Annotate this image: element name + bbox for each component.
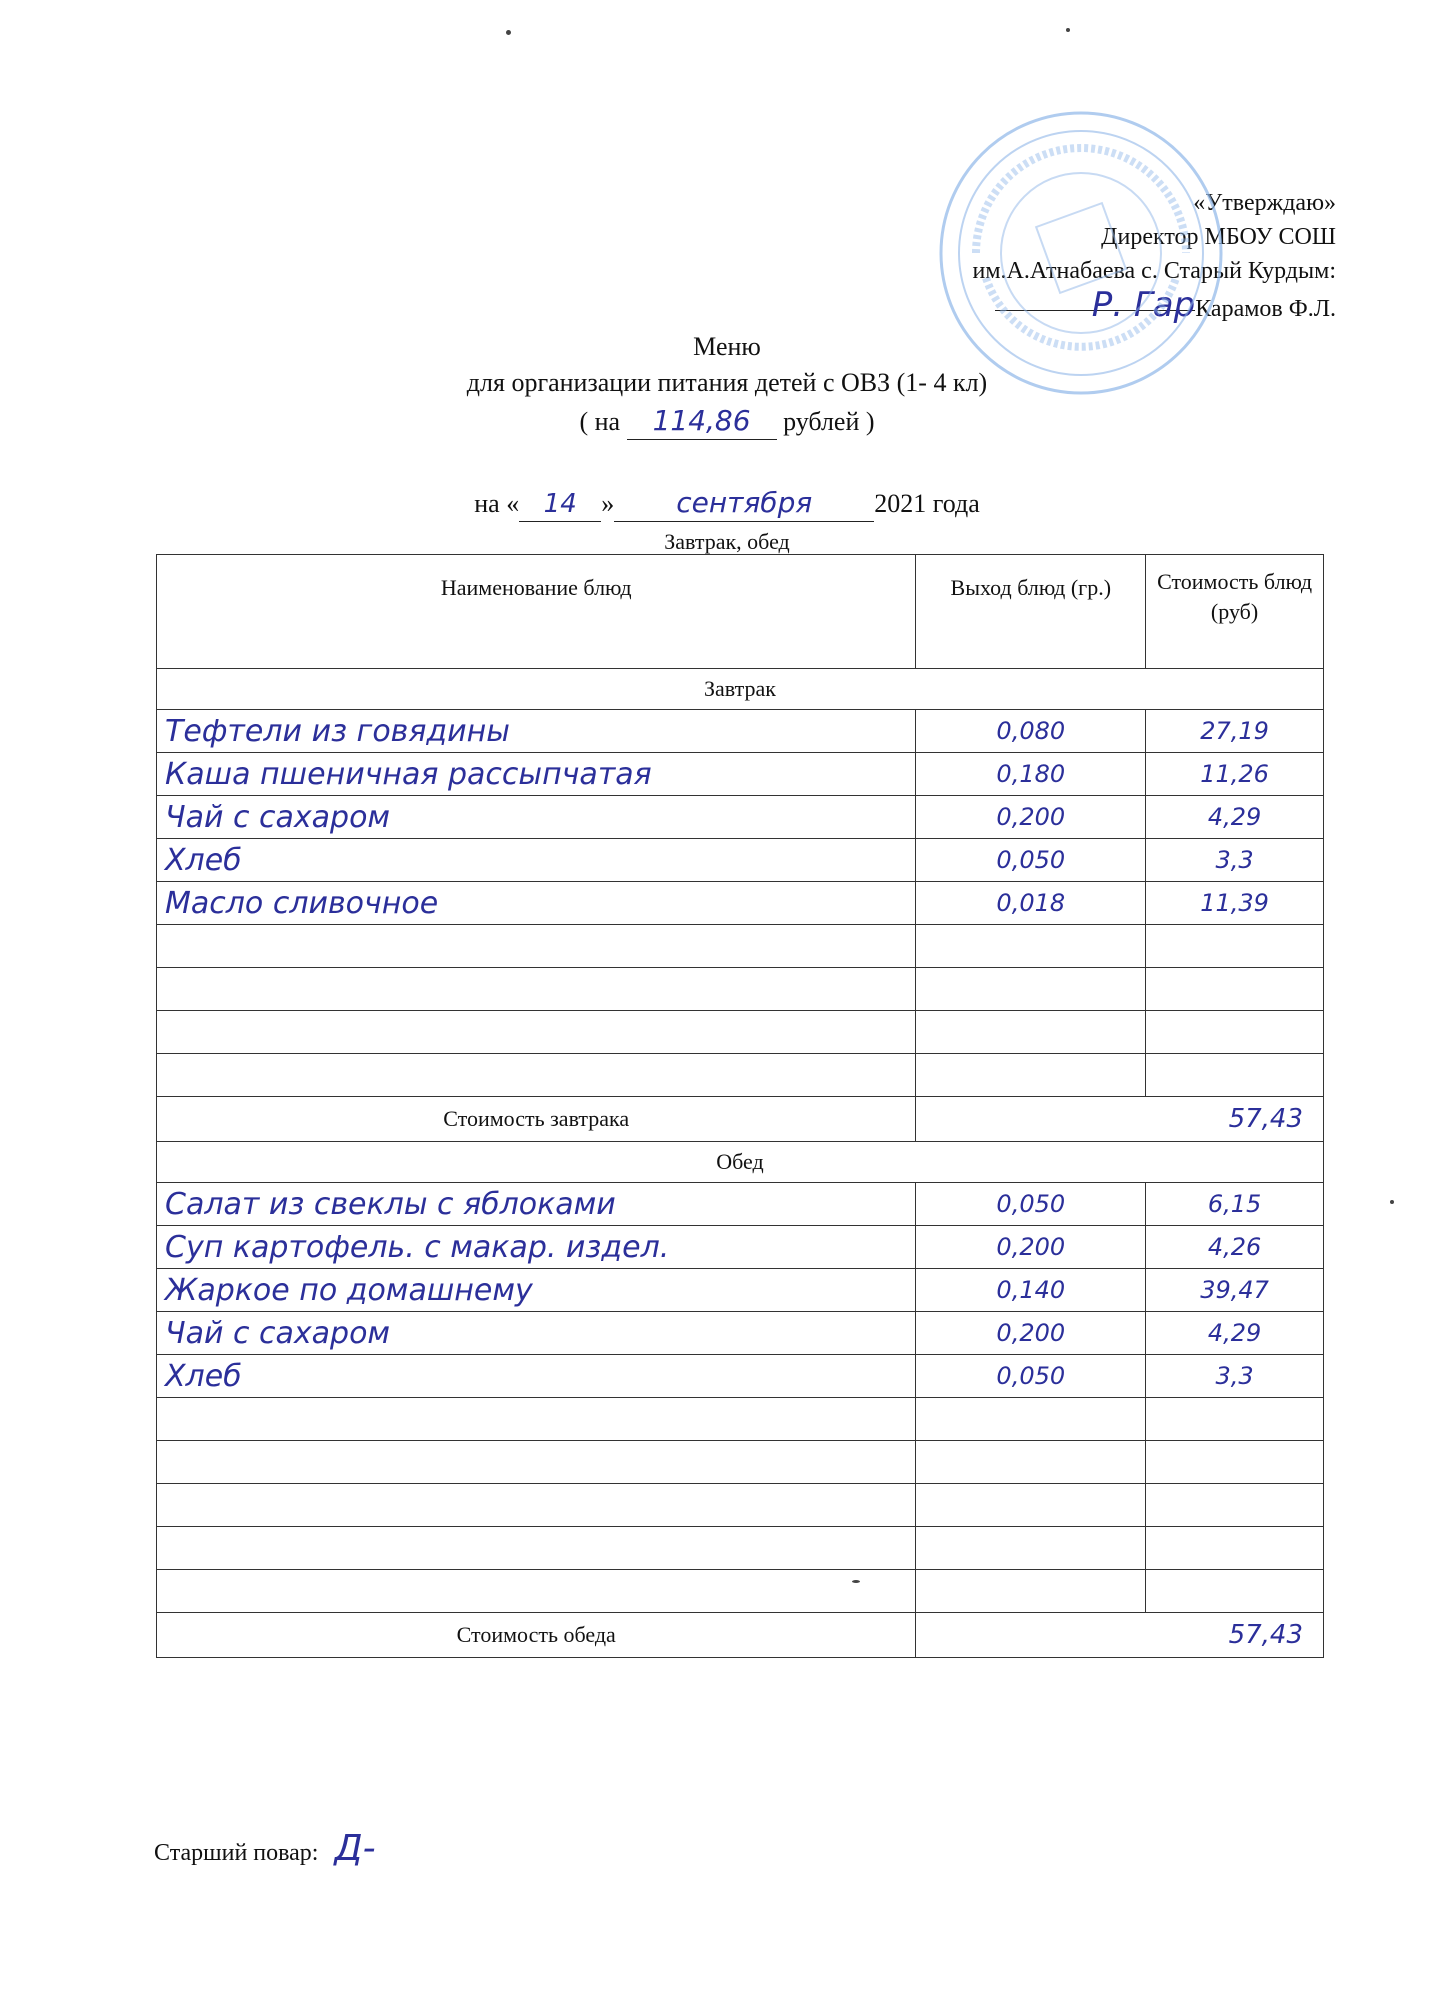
breakfast-section-label: Завтрак [157,669,1324,710]
cook-line [154,1828,376,1869]
dish-name: Тефтели из говядины [157,710,916,753]
dish-name: Хлеб [157,839,916,882]
dish-output: 0,200 [916,1226,1146,1269]
dish-cost: 4,29 [1146,796,1324,839]
dish-name: Чай с сахаром [157,1312,916,1355]
date-month-blank [614,486,874,522]
date-day-blank [519,487,601,522]
approval-title: «Утверждаю» [1193,190,1336,216]
price-value: 114,86 [652,404,751,437]
dish-cost: 6,15 [1146,1183,1324,1226]
dish-output: 0,050 [916,1355,1146,1398]
table-row [157,710,1324,753]
dish-cost: 3,3 [1146,1355,1324,1398]
lunch-total-label: Стоимость обеда [157,1613,916,1658]
dish-name: Жаркое по домашнему [157,1269,916,1312]
dish-name: Хлеб [157,1355,916,1398]
empty-row [157,1570,1324,1613]
scan-speck [1066,28,1070,32]
menu-title: Меню [693,332,761,361]
breakfast-total-row [157,1097,1324,1142]
director-name: Карамов Ф.Л. [1195,296,1336,322]
menu-subtitle: для организации питания детей с ОВЗ (1- 4 кл) [466,368,988,397]
dish-output: 0,200 [916,1312,1146,1355]
header-dish-name: Наименование блюд [157,555,916,669]
lunch-section-row [157,1142,1324,1183]
cook-signature: Д- [334,1828,376,1869]
dish-name: Каша пшеничная рассыпчатая [157,753,916,796]
empty-row [157,1054,1324,1097]
menu-table [156,554,1324,1658]
approval-position: Директор МБОУ СОШ [1101,224,1336,250]
table-row [157,1355,1324,1398]
lunch-section-label: Обед [157,1142,1324,1183]
table-row [157,1269,1324,1312]
price-suffix: рублей ) [783,407,875,436]
dish-output: 0,050 [916,839,1146,882]
date-month: сентября [676,486,813,519]
empty-row [157,925,1324,968]
breakfast-total-label: Стоимость завтрака [157,1097,916,1142]
dish-name: Чай с сахаром [157,796,916,839]
table-row [157,1312,1324,1355]
lunch-rows [157,1183,1324,1613]
header-cost: Стоимость блюд (руб) [1146,555,1324,669]
dish-cost: 4,29 [1146,1312,1324,1355]
dish-cost: 11,39 [1146,882,1324,925]
date-mid: » [601,489,615,518]
date-prefix: на « [474,489,520,518]
dish-cost: 11,26 [1146,753,1324,796]
breakfast-total-value: 57,43 [916,1097,1324,1142]
table-row [157,1226,1324,1269]
table-row [157,839,1324,882]
scan-speck [852,1580,860,1583]
director-signature: Р. Гар [1091,285,1196,325]
table-header-row [157,555,1324,669]
dish-output: 0,200 [916,796,1146,839]
price-blank [627,404,777,440]
cook-label: Старший повар: [154,1840,319,1866]
dish-cost: 3,3 [1146,839,1324,882]
table-row [157,882,1324,925]
meals-label: Завтрак, обед [664,529,790,554]
breakfast-section-row [157,669,1324,710]
dish-output: 0,050 [916,1183,1146,1226]
empty-row [157,1441,1324,1484]
scan-speck [1390,1200,1394,1204]
table-row [157,1183,1324,1226]
dish-cost: 39,47 [1146,1269,1324,1312]
empty-row [157,1011,1324,1054]
dish-output: 0,180 [916,753,1146,796]
breakfast-rows [157,710,1324,1097]
empty-row [157,968,1324,1011]
lunch-total-value: 57,43 [916,1613,1324,1658]
approval-school: им.А.Атнабаева с. Старый Курдым: [972,258,1336,284]
lunch-total-row [157,1613,1324,1658]
date-line [0,486,1454,522]
dish-output: 0,018 [916,882,1146,925]
scan-speck [506,30,511,35]
dish-cost: 27,19 [1146,710,1324,753]
empty-row [157,1484,1324,1527]
dish-name: Суп картофель. с макар. издел. [157,1226,916,1269]
dish-output: 0,080 [916,710,1146,753]
dish-name: Салат из свеклы с яблоками [157,1183,916,1226]
dish-name: Масло сливочное [157,882,916,925]
empty-row [157,1527,1324,1570]
table-row [157,753,1324,796]
date-suffix: 2021 года [874,489,980,518]
empty-row [157,1398,1324,1441]
table-row [157,796,1324,839]
date-day: 14 [543,489,577,519]
dish-cost: 4,26 [1146,1226,1324,1269]
price-line [0,404,1454,440]
price-prefix: ( на [579,407,621,436]
dish-output: 0,140 [916,1269,1146,1312]
header-output: Выход блюд (гр.) [916,555,1146,669]
